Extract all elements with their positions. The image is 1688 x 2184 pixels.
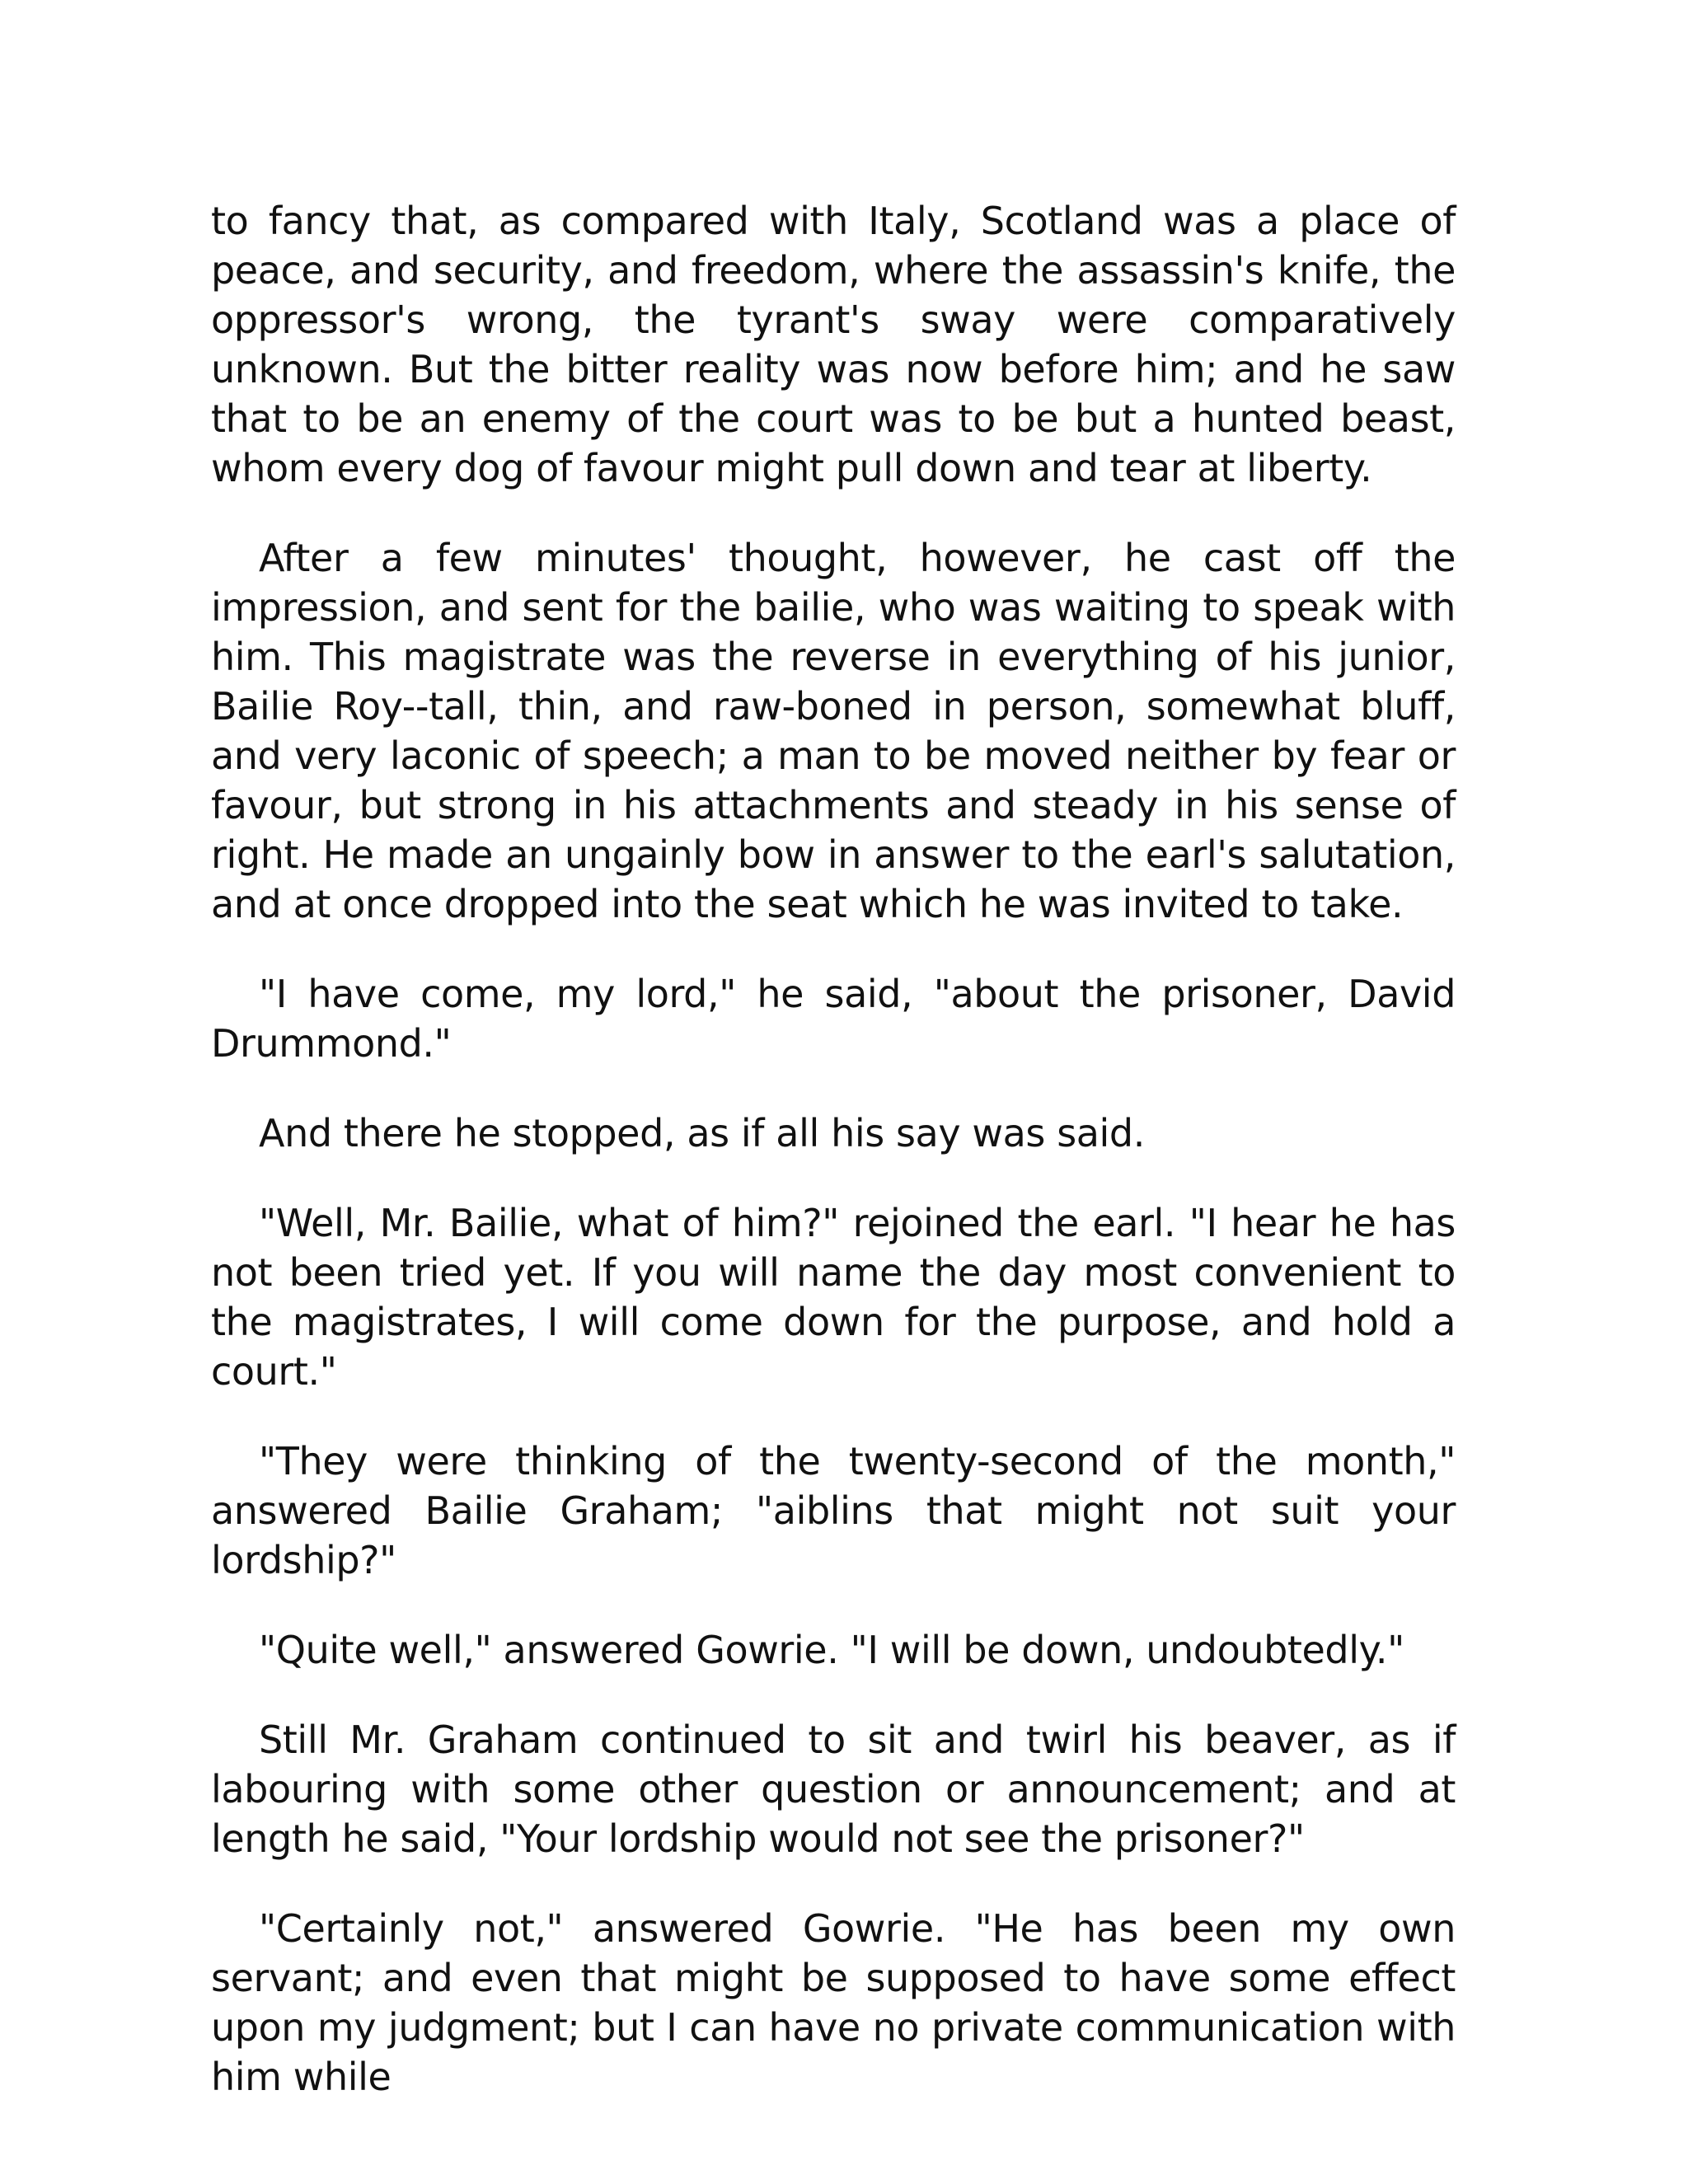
paragraph-3: "I have come, my lord," he said, "about the prisoner, David Drummond." bbox=[211, 972, 1456, 1066]
paragraph-8: Still Mr. Graham continued to sit and twirl his beaver, as if labouring with some other question or announcement; and at length he said, "Your lordship would not see the prisoner?" bbox=[211, 1718, 1456, 1861]
paragraph-1: to fancy that, as compared with Italy, Scotland was a place of peace, and security, and freedom, where the assassin's knife, the oppressor's wrong, the tyrant's sway were comparatively unknown. But the bitter reality was now before him; and he saw that to be an enemy of the court was to be but a hunted beast, whom every dog of favour might pull down and tear at liberty. bbox=[211, 199, 1456, 490]
paragraph-4: And there he stopped, as if all his say was said. bbox=[259, 1111, 1145, 1155]
paragraph-6: "They were thinking of the twenty-second of the month," answered Bailie Graham; "aiblins that might not suit your lordship?" bbox=[211, 1439, 1456, 1582]
paragraph-5: "Well, Mr. Bailie, what of him?" rejoined the earl. "I hear he has not been tried yet. If you will name the day most convenient to the magistrates, I will come down for the purpose, and hold a court." bbox=[211, 1201, 1456, 1394]
page-body bbox=[211, 196, 1456, 2102]
paragraph-2: After a few minutes' thought, however, he cast off the impression, and sent for the bailie, who was waiting to speak with him. This magistrate was the reverse in everything of his junior, Bailie Roy--tall, thin, and raw-boned in person, somewhat bluff, and very laconic of speech; a man to be moved neither by fear or favour, but strong in his attachments and steady in his sense of right. He made an ungainly bow in answer to the earl's salutation, and at once dropped into the seat which he was invited to take. bbox=[211, 536, 1456, 926]
paragraph-7: "Quite well," answered Gowrie. "I will be down, undoubtedly." bbox=[259, 1628, 1404, 1672]
paragraph-9: "Certainly not," answered Gowrie. "He has been my own servant; and even that might be supposed to have some effect upon my judgment; but I can have no private communication with him while bbox=[211, 1906, 1456, 2099]
